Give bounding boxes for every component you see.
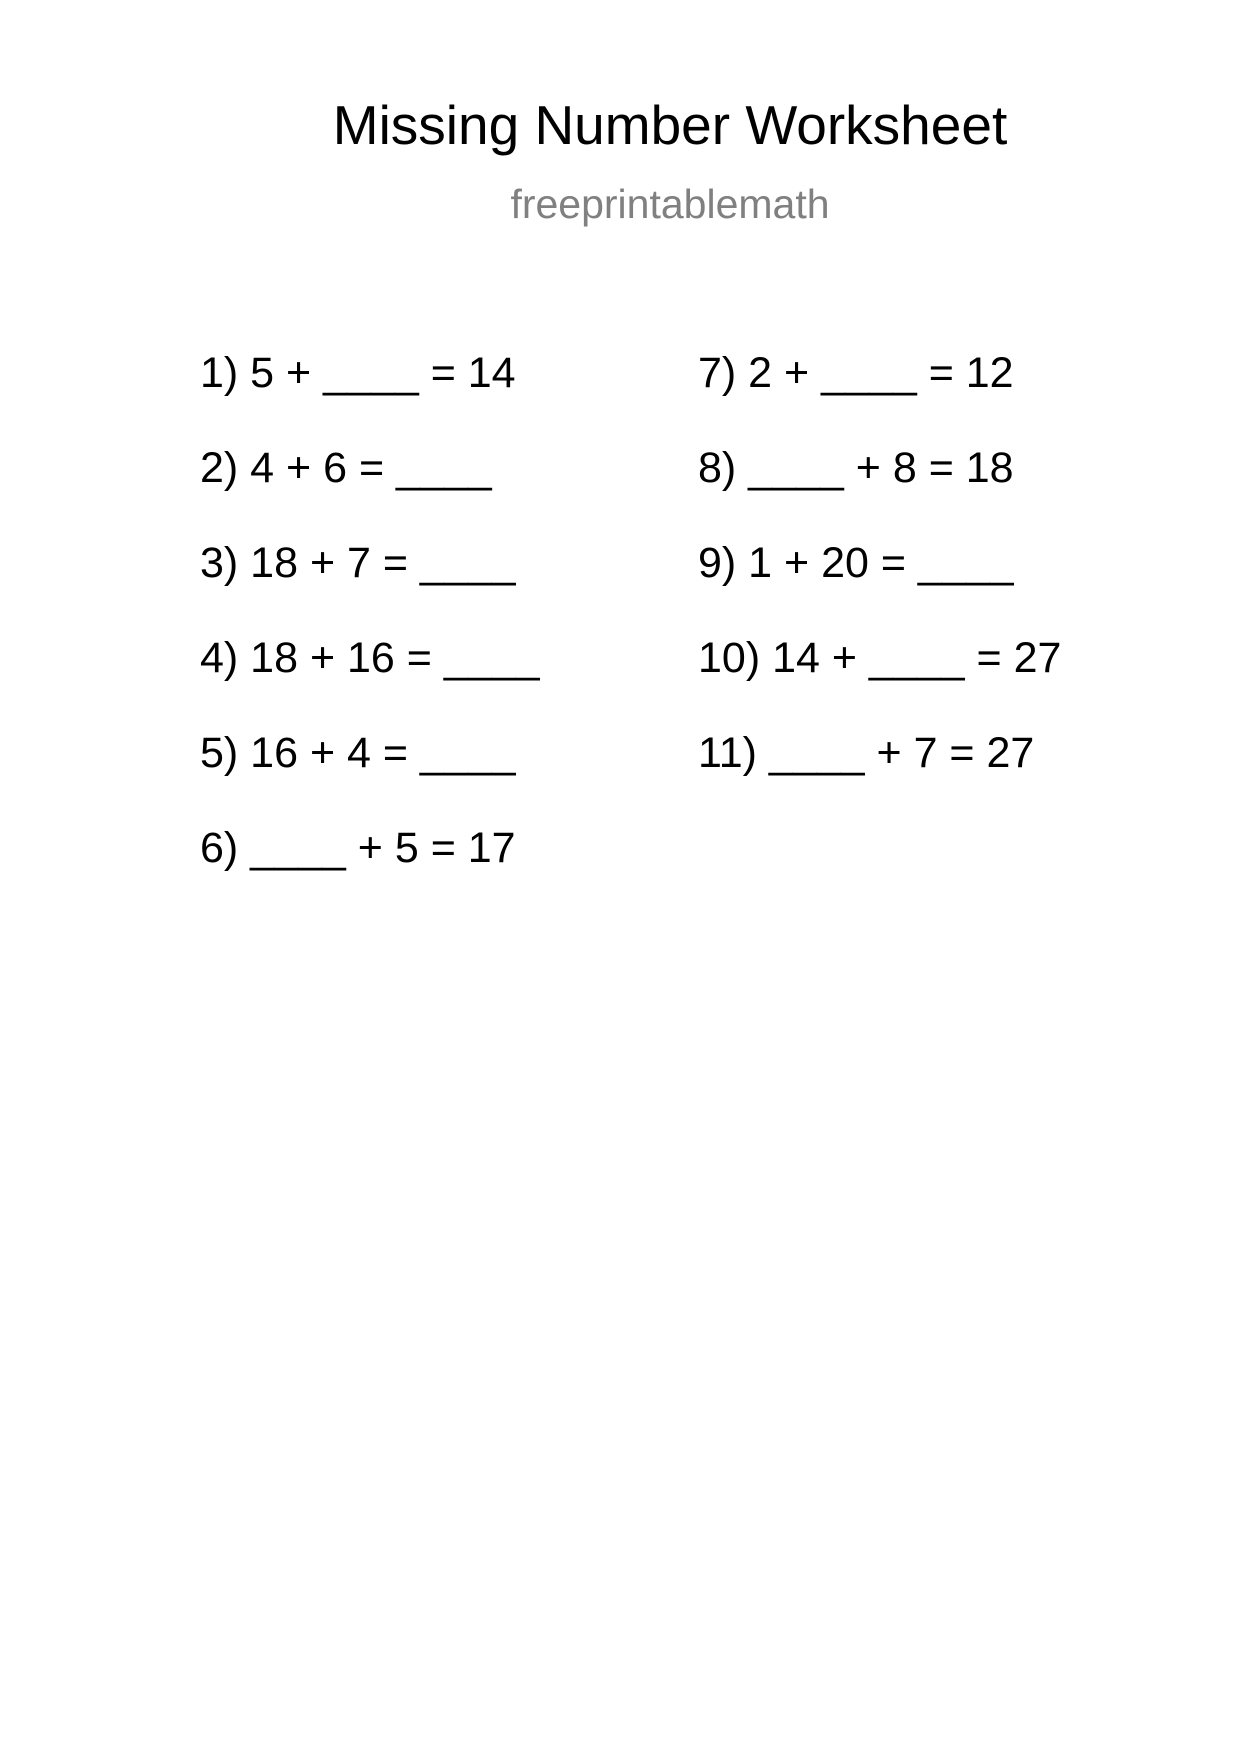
problem-column-right — [698, 349, 1062, 827]
problem-5: 5) 16 + 4 = ____ — [200, 729, 516, 777]
problem-2: 2) 4 + 6 = ____ — [200, 444, 492, 492]
problem-1: 1) 5 + ____ = 14 — [200, 349, 516, 397]
problem-9: 9) 1 + 20 = ____ — [698, 539, 1014, 587]
worksheet-source: freeprintablemath — [510, 181, 830, 227]
worksheet-title: Missing Number Worksheet — [332, 94, 1008, 156]
problem-4: 4) 18 + 16 = ____ — [200, 634, 540, 682]
problem-column-left — [200, 349, 540, 922]
problem-8: 8) ____ + 8 = 18 — [698, 444, 1014, 492]
problem-6: 6) ____ + 5 = 17 — [200, 824, 516, 872]
problem-11: 11) ____ + 7 = 27 — [698, 729, 1035, 777]
problem-7: 7) 2 + ____ = 12 — [698, 349, 1014, 397]
problem-10: 10) 14 + ____ = 27 — [698, 634, 1062, 682]
problem-3: 3) 18 + 7 = ____ — [200, 539, 516, 587]
